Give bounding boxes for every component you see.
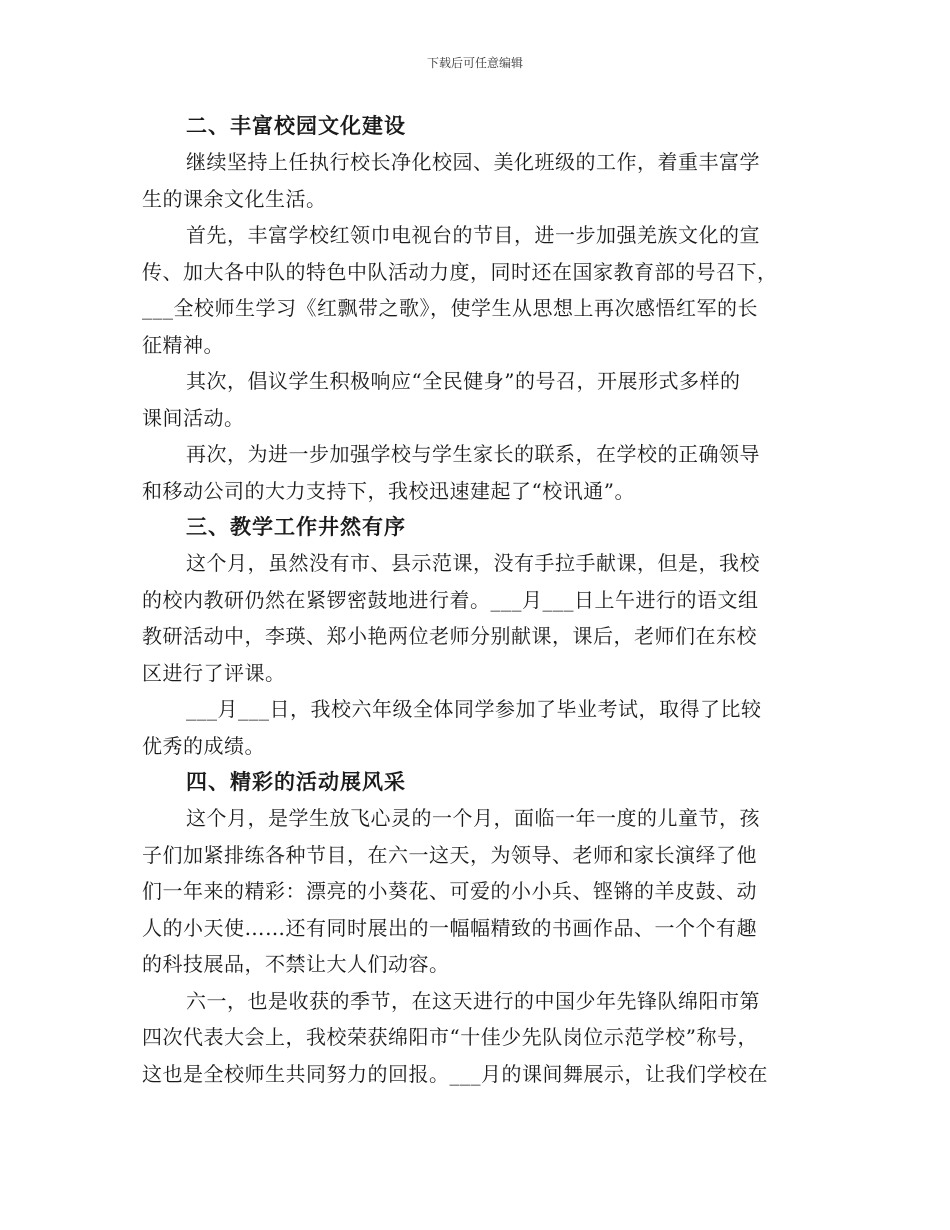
text-line: 子们加紧排练各种节目，在六一这天，为领导、老师和家长演绎了他 [142,842,757,867]
section-heading: 四、精彩的活动展风采 [186,770,406,794]
text-line: 区进行了评课。 [142,660,286,685]
text-line: 这个月，是学生放飞心灵的一个月，面临一年一度的儿童节，孩 [186,806,760,830]
paragraph [142,983,808,1093]
text-line: 的科技展品，不禁让大人们动容。 [142,952,450,976]
paragraph [142,144,808,217]
text-line: 继续坚持上任执行校长净化校园、美化班级的工作，着重丰富学 [186,150,760,174]
page-header: 下载后可任意编辑 [426,56,523,70]
text-line: 六一，也是收获的季节，在这天进行的中国少年先锋队绵阳市第 [186,988,760,1013]
section-heading: 三、教学工作井然有序 [186,515,406,539]
text-line: 这也是全校师生共同努力的回报。___月的课间舞展示，让我们学校在 [142,1061,768,1086]
text-line: 课间活动。 [142,405,245,430]
text-line: 和移动公司的大力支持下，我校迅速建起了“校讯通”。 [142,478,635,503]
section-teaching-work [142,509,808,764]
text-line: 们一年来的精彩：漂亮的小葵花、可爱的小小兵、铿锵的羊皮鼓、动 [142,879,757,903]
text-line: ___月___日，我校六年级全体同学参加了毕业考试，取得了比较 [186,697,762,721]
paragraph [142,691,808,764]
text-line: 生的课余文化生活。 [142,186,327,211]
text-line: 其次，倡议学生积极响应“全民健身”的号召，开展形式多样的 [186,369,741,393]
text-line: 首先，丰富学校红领巾电视台的节目，进一步加强羌族文化的宣 [186,223,760,247]
text-line: 这个月，虽然没有市、县示范课，没有手拉手献课，但是，我校 [186,551,760,575]
text-line: 的校内教研仍然在紧锣密鼓地进行着。___月___日上午进行的语文组 [142,587,759,612]
section-heading: 二、丰富校园文化建设 [186,114,406,138]
section-school-culture [142,108,808,509]
section-activities [142,764,808,1092]
text-line: 再次，为进一步加强学校与学生家长的联系，在学校的正确领导 [186,442,760,466]
text-line: 人的小天使……还有同时展出的一幅幅精致的书画作品、一个个有趣 [142,915,757,940]
paragraph [142,436,808,509]
document-body [142,108,808,1092]
text-line: 教研活动中，李瑛、郑小艳两位老师分别献课，课后，老师们在东校 [142,624,757,648]
text-line: 四次代表大会上，我校荣获绵阳市“十佳少先队岗位示范学校”称号， [142,1025,758,1049]
paragraph [142,545,808,691]
text-line: ___全校师生学习《红飘带之歌》，使学生从思想上再次感悟红军的长 [142,296,758,320]
text-line: 传、加大各中队的特色中队活动力度，同时还在国家教育部的号召下， [142,259,778,284]
paragraph [142,363,808,436]
text-line: 优秀的成绩。 [142,733,265,758]
text-line: 征精神。 [142,332,224,357]
paragraph [142,217,808,363]
paragraph [142,800,808,983]
